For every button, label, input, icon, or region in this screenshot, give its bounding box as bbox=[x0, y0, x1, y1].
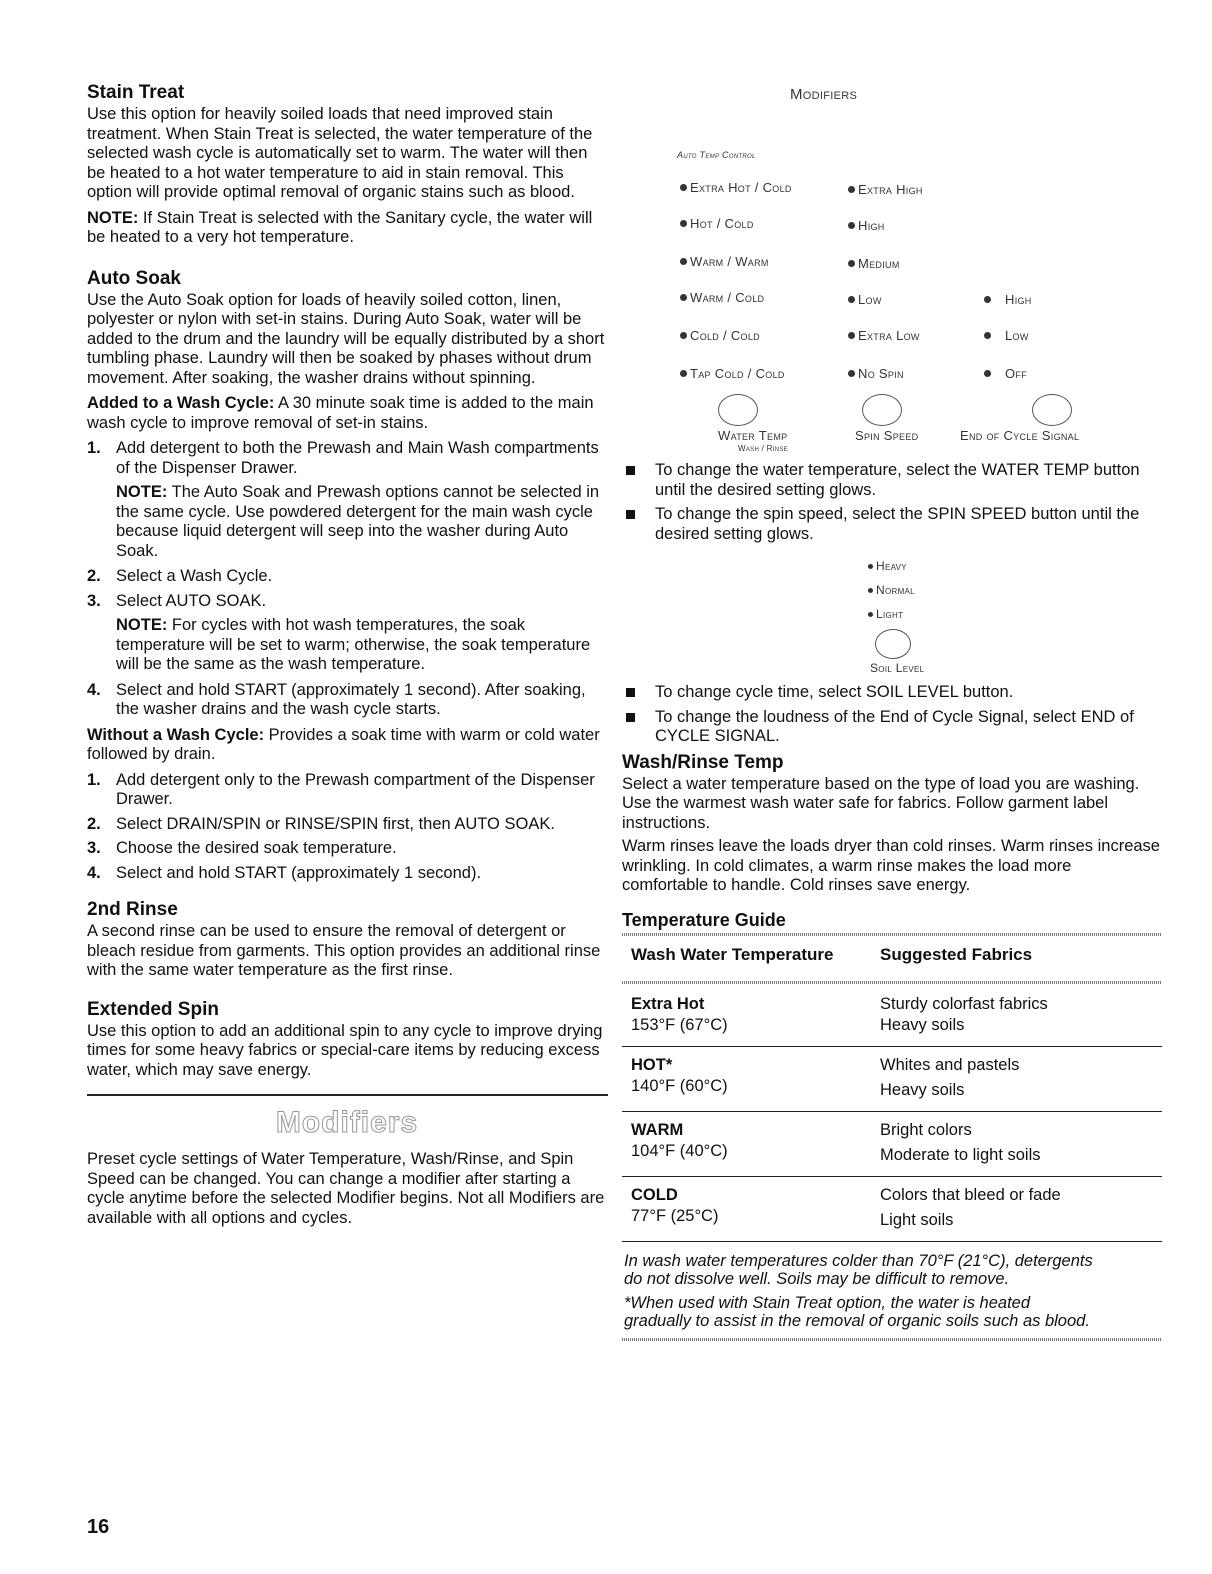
second-rinse-heading: 2nd Rinse bbox=[87, 899, 178, 920]
panel-header: Modifiers bbox=[790, 86, 858, 103]
spin-speed-option: High bbox=[848, 218, 885, 233]
modifiers-body: Preset cycle settings of Water Temperature, Wash/Rinse, and Spin Speed can be changed. You can change a modifier after starting a cycle anytime before the selected Modifier begins. Not all Modifiers are available with all options and cycles. bbox=[87, 1150, 605, 1227]
stain-treat-body: Use this option for heavily soiled loads that need improved stain treatment. When Stain Treat is selected, the water temperature of the selected wash cycle is automatically set to warm. The water will then be heated to a hot water temperature to aid in stain removal. This option will provide optimal removal of organic stains such as blood. bbox=[87, 105, 593, 201]
indicator-light-icon bbox=[680, 258, 687, 265]
stain-treat-note: NOTE: If Stain Treat is selected with the Sanitary cycle, the water will be heated to a very hot temperature. bbox=[87, 208, 593, 246]
temp-value: 153°F (67°C) bbox=[631, 1015, 728, 1034]
indicator-light-icon bbox=[868, 612, 873, 617]
indicator-light-icon bbox=[680, 294, 687, 301]
page-number: 16 bbox=[87, 1516, 110, 1538]
spin-speed-option: Medium bbox=[848, 256, 900, 271]
list-item: 3. Choose the desired soak temperature. bbox=[87, 839, 397, 857]
spin-speed-option: No Spin bbox=[848, 366, 904, 381]
wash-rinse-heading: Wash/Rinse Temp bbox=[622, 751, 784, 773]
soil-level-option: Heavy bbox=[868, 559, 907, 573]
extended-spin-body: Use this option to add an additional spin to any cycle to improve drying times for some heavy fabrics or special-care items by reducing excess water, which may save energy. bbox=[87, 1021, 603, 1079]
indicator-light-icon bbox=[848, 260, 855, 267]
right-column bbox=[622, 86, 1162, 1343]
divider bbox=[622, 933, 1162, 936]
spin-speed-option: Low bbox=[848, 292, 882, 307]
spin-speed-option: Extra Low bbox=[848, 328, 920, 343]
spin-speed-button[interactable] bbox=[862, 394, 902, 426]
section-divider bbox=[87, 1094, 608, 1096]
fabric: Whites and pastels bbox=[880, 1055, 1020, 1074]
water-temp-button[interactable] bbox=[718, 394, 758, 426]
divider bbox=[622, 981, 1162, 984]
temp-name: Extra Hot bbox=[631, 994, 705, 1013]
wash-rinse-p2: Warm rinses leave the loads dryer than cold rinses. Warm rinses increase wrinkling. In cold climates, a warm rinse makes the load more comfortable to handle. Cold rinses save energy. bbox=[622, 837, 1160, 894]
soil-level-label: Soil Level bbox=[870, 661, 925, 675]
spin-speed-label: Spin Speed bbox=[855, 428, 919, 443]
control-panel-diagram bbox=[622, 86, 1162, 461]
indicator-light-icon bbox=[680, 332, 687, 339]
column-header-temperature: Wash Water Temperature bbox=[631, 944, 834, 964]
divider bbox=[622, 1338, 1162, 1341]
table-row bbox=[622, 986, 1162, 1047]
indicator-light-icon bbox=[984, 296, 991, 303]
indicator-light-icon bbox=[680, 370, 687, 377]
spin-speed-option: Extra High bbox=[848, 182, 923, 197]
stain-treat-heading: Stain Treat bbox=[87, 82, 185, 103]
temp-name: WARM bbox=[631, 1120, 684, 1139]
table-row bbox=[622, 1112, 1162, 1177]
fabric: Sturdy colorfast fabrics bbox=[880, 994, 1048, 1013]
bullet-list-2 bbox=[622, 683, 1162, 747]
list-item: 1. Add detergent to both the Prewash and Main Wash compartments of the Dispenser Drawer. bbox=[87, 439, 599, 477]
auto-soak-note-1: NOTE: The Auto Soak and Prewash options cannot be selected in the same cycle. Use powdered detergent for the main wash cycle because liquid detergent will seep into the washer during Auto Soak. bbox=[116, 483, 600, 560]
list-item: To change the water temperature, select the WATER TEMP button until the desired setting glows. bbox=[622, 461, 1162, 500]
auto-temp-label: Auto Temp Control bbox=[677, 150, 756, 160]
indicator-light-icon bbox=[680, 184, 687, 191]
list-item: To change the spin speed, select the SPIN SPEED button until the desired setting glows. bbox=[622, 505, 1162, 544]
temperature-guide-heading: Temperature Guide bbox=[622, 909, 786, 930]
soil-level-option: Normal bbox=[868, 583, 915, 597]
list-item: 2. Select DRAIN/SPIN or RINSE/SPIN first, then AUTO SOAK. bbox=[87, 814, 555, 833]
list-item: 1. Add detergent only to the Prewash compartment of the Dispenser Drawer. bbox=[87, 770, 595, 808]
auto-soak-note-3: NOTE: For cycles with hot wash temperatures, the soak temperature will be set to warm; otherwise, the soak temperature will be the same as the wash temperature. bbox=[116, 616, 591, 673]
fabric: Colors that bleed or fade bbox=[880, 1185, 1061, 1204]
temp-name: HOT* bbox=[631, 1055, 673, 1074]
water-temp-option: Cold / Cold bbox=[680, 328, 760, 343]
temp-value: 140°F (60°C) bbox=[631, 1076, 728, 1095]
list-item: 4. Select and hold START (approximately 1 second). bbox=[87, 863, 482, 882]
auto-soak-heading: Auto Soak bbox=[87, 267, 181, 289]
stain-treat-footnote: *When used with Stain Treat option, the water is heated gradually to assist in the removal of organic soils such as blood. bbox=[624, 1293, 1090, 1330]
list-item: 3. Select AUTO SOAK. bbox=[87, 591, 267, 610]
bullet-icon bbox=[626, 466, 635, 475]
end-of-cycle-signal-label: End of Cycle Signal bbox=[960, 428, 1080, 443]
soil-level-button[interactable] bbox=[875, 629, 911, 659]
indicator-light-icon bbox=[848, 186, 855, 193]
list-item: 2. Select a Wash Cycle. bbox=[87, 567, 273, 585]
without-wash-cycle: Without a Wash Cycle: Provides a soak time with warm or cold water followed by drain. bbox=[87, 725, 600, 763]
bullet-icon bbox=[626, 713, 635, 722]
signal-option: Low bbox=[984, 328, 1029, 343]
indicator-light-icon bbox=[984, 332, 991, 339]
water-temp-option: Hot / Cold bbox=[680, 216, 754, 231]
water-temp-option: Extra Hot / Cold bbox=[680, 180, 792, 195]
water-temp-option: Warm / Warm bbox=[680, 254, 769, 269]
left-column bbox=[87, 82, 607, 1234]
table-row bbox=[622, 1047, 1162, 1112]
added-to-wash-cycle: Added to a Wash Cycle: A 30 minute soak time is added to the main wash cycle to improve removal of set-in stains. bbox=[87, 394, 594, 432]
list-item: To change cycle time, select SOIL LEVEL button. bbox=[622, 683, 1162, 703]
signal-option: High bbox=[984, 292, 1032, 307]
soil: Heavy soils bbox=[880, 1015, 965, 1034]
added-steps-list bbox=[87, 439, 607, 720]
list-item: 4. Select and hold START (approximately 1 second). After soaking, the washer drains and the wash cycle starts. bbox=[87, 680, 586, 718]
second-rinse-body: A second rinse can be used to ensure the removal of detergent or bleach residue from garments. This option provides an additional rinse with the same water temperature as the first rinse. bbox=[87, 922, 601, 979]
water-temp-option: Tap Cold / Cold bbox=[680, 366, 785, 381]
soil-level-option: Light bbox=[868, 607, 903, 621]
indicator-light-icon bbox=[984, 370, 991, 377]
indicator-light-icon bbox=[868, 588, 873, 593]
bullet-list-1 bbox=[622, 461, 1162, 544]
indicator-light-icon bbox=[868, 564, 873, 569]
bullet-icon bbox=[626, 688, 635, 697]
table-header bbox=[622, 938, 1162, 979]
auto-soak-body: Use the Auto Soak option for loads of heavily soiled cotton, linen, polyester or nylon with set-in stains. During Auto Soak, water will be added to the drum and the laundry will be equally distributed by a short tumbling phase. Laundry will then be soaked by phases without drum movement. After soaking, the washer drains without spinning. bbox=[87, 290, 605, 387]
temperature-note: In wash water temperatures colder than 70°F (21°C), detergents do not dissolve well. Soils may be difficult to remove. bbox=[624, 1251, 1093, 1288]
end-of-cycle-signal-button[interactable] bbox=[1032, 394, 1072, 426]
indicator-light-icon bbox=[848, 332, 855, 339]
indicator-light-icon bbox=[680, 220, 687, 227]
fabric: Bright colors bbox=[880, 1120, 972, 1139]
soil: Light soils bbox=[880, 1210, 954, 1229]
wash-rinse-sublabel: Wash / Rinse bbox=[738, 444, 788, 453]
column-header-fabrics: Suggested Fabrics bbox=[880, 944, 1033, 964]
indicator-light-icon bbox=[848, 296, 855, 303]
water-temp-label: Water Temp bbox=[718, 428, 788, 443]
temp-value: 104°F (40°C) bbox=[631, 1141, 728, 1160]
wash-rinse-p1: Select a water temperature based on the type of load you are washing. Use the warmest wash water safe for fabrics. Follow garment label instructions. bbox=[622, 774, 1140, 832]
without-steps-list bbox=[87, 771, 607, 884]
water-temp-option: Warm / Cold bbox=[680, 290, 764, 305]
bullet-icon bbox=[626, 510, 635, 519]
temp-name: COLD bbox=[631, 1185, 678, 1204]
temp-value: 77°F (25°C) bbox=[631, 1206, 719, 1225]
soil: Moderate to light soils bbox=[880, 1145, 1041, 1164]
soil: Heavy soils bbox=[880, 1080, 965, 1099]
indicator-light-icon bbox=[848, 222, 855, 229]
modifiers-heading: Modifiers bbox=[275, 1106, 419, 1139]
signal-option: Off bbox=[984, 366, 1027, 381]
soil-level-diagram bbox=[622, 549, 1162, 657]
list-item: To change the loudness of the End of Cycle Signal, select END of CYCLE SIGNAL. bbox=[622, 708, 1162, 747]
indicator-light-icon bbox=[848, 370, 855, 377]
table-row bbox=[622, 1177, 1162, 1242]
extended-spin-heading: Extended Spin bbox=[87, 998, 219, 1020]
